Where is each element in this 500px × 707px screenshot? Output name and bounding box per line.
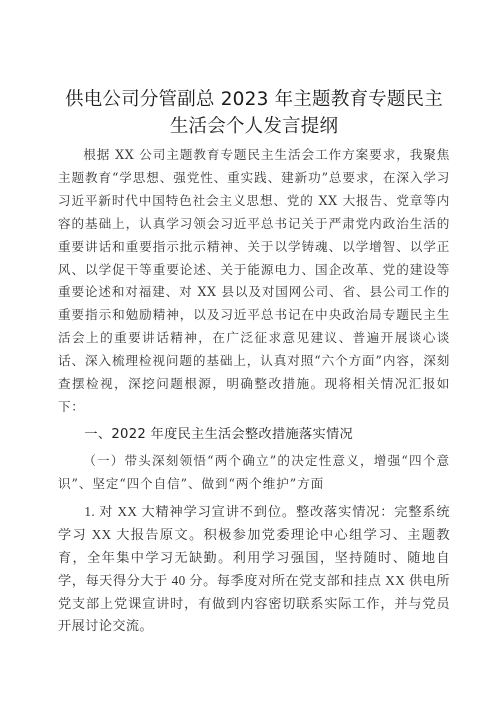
document-title xyxy=(58,86,450,140)
document-page xyxy=(58,86,450,638)
subsection-heading-1: （一）带头深刻领悟“两个确立”的决定性意义，增强“四个意识”、坚定“四个自信”、做到“两个维护”方面 xyxy=(58,452,450,491)
list-item-1: 1. 对 XX 大精神学习宣讲不到位。整改落实情况：完整系统学习 XX 大报告原文。积极参加党委理论中心组学习、主题教育，全年集中学习无缺勤。利用学习强国，坚持随时、随地自学，每天得分大于 40 分。每季度对所在党支部和挂点 XX 供电所党支部上党课宣讲时，有做到内容密切联系实际工作，并与党员开展讨论交流。 xyxy=(58,503,450,634)
section-heading-1: 一、2022 年度民主生活会整改措施落实情况 xyxy=(84,426,353,442)
intro-paragraph: 根据 XX 公司主题教育专题民主生活会工作方案要求，我聚焦主题教育“学思想、强党性、重实践、建新功”总要求，在深入学习习近平新时代中国特色社会主义思想、党的 XX 大报告、党章等内容的基础上，认真学习领会习近平总书记关于严肃党内政治生活的重要讲话和重要指示批示精神、关于以学铸魂、以学增智、以学正风、以学促干等重要论述、关于能源电力、国企改革、党的建设等重要论述和对福建、对 XX 县以及对国网公司、省、县公司工作的重要指示和勉励精神，以及习近平总书记在中央政治局专题民主生活会上的重要讲话精神，在广泛征求意见建议、普遍开展谈心谈话、深入梳理检视问题的基础上，认真对照“六个方面”内容，深刻查摆检视，深挖问题根源，明确整改措施。现将相关情况汇报如下： xyxy=(58,147,450,414)
title-line-1: 供电公司分管副总 2023 年主题教育专题民主 xyxy=(65,89,443,110)
title-line-2: 生活会个人发言提纲 xyxy=(169,116,339,137)
